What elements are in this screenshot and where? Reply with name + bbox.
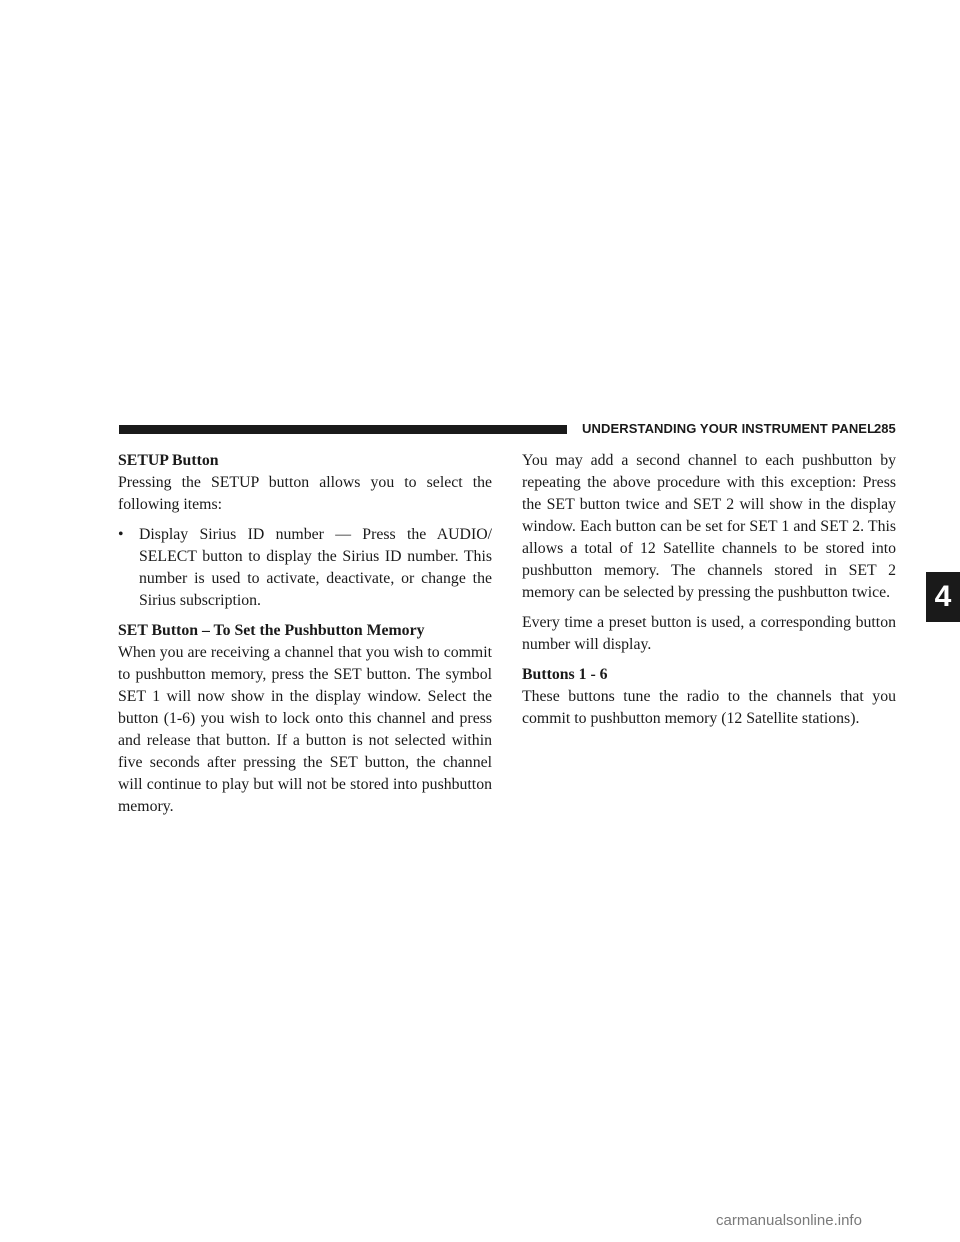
section-header-title: UNDERSTANDING YOUR INSTRUMENT PANEL (582, 421, 876, 436)
set-heading: SET Button – To Set the Pushbutton Memory (118, 622, 425, 639)
chapter-number: 4 (934, 580, 952, 613)
buttons-paragraph: These buttons tune the radio to the channels that you commit to pushbutton memory (12 Satellite stations). (522, 688, 896, 727)
bullet-item (118, 524, 492, 612)
preset-paragraph: Every time a preset button is used, a corresponding button number will display. (522, 614, 896, 653)
left-column (118, 450, 492, 818)
setup-heading: SETUP Button (118, 452, 219, 469)
bullet-text: Display Sirius ID number — Press the AUDIO/ SELECT button to display the Sirius ID number. This number is used to activate, deactivate, or change the Sirius subscription. (139, 526, 492, 609)
header-rule (119, 425, 567, 434)
page-number: 285 (874, 421, 896, 436)
buttons-heading: Buttons 1 - 6 (522, 666, 608, 683)
watermark-text: carmanualsonline.info (716, 1212, 862, 1229)
bullet-dot: • (118, 526, 124, 543)
set-body-paragraph: When you are receiving a channel that you wish to commit to pushbutton memory, press the SET button. The symbol SET 1 will now show in the display window. Select the button (1-6) you wish to lock onto this channel and press and release that button. If a button is not selected within five seconds after pressing the SET button, the channel will continue to play but will not be stored into pushbutton memory. (118, 644, 492, 815)
second-channel-paragraph: You may add a second channel to each pushbutton by repeating the above procedure with this exception: Press the SET button twice and SET 2 will show in the display window. Each button can be set for SET 1 and SET 2. This allows a total of 12 Satellite channels to be stored into pushbutton memory. The channels stored in SET 2 memory can be selected by pressing the pushbutton twice. (522, 452, 896, 601)
setup-intro-paragraph: Pressing the SETUP button allows you to select the following items: (118, 474, 492, 513)
right-column (522, 450, 896, 730)
chapter-tab (926, 572, 960, 622)
